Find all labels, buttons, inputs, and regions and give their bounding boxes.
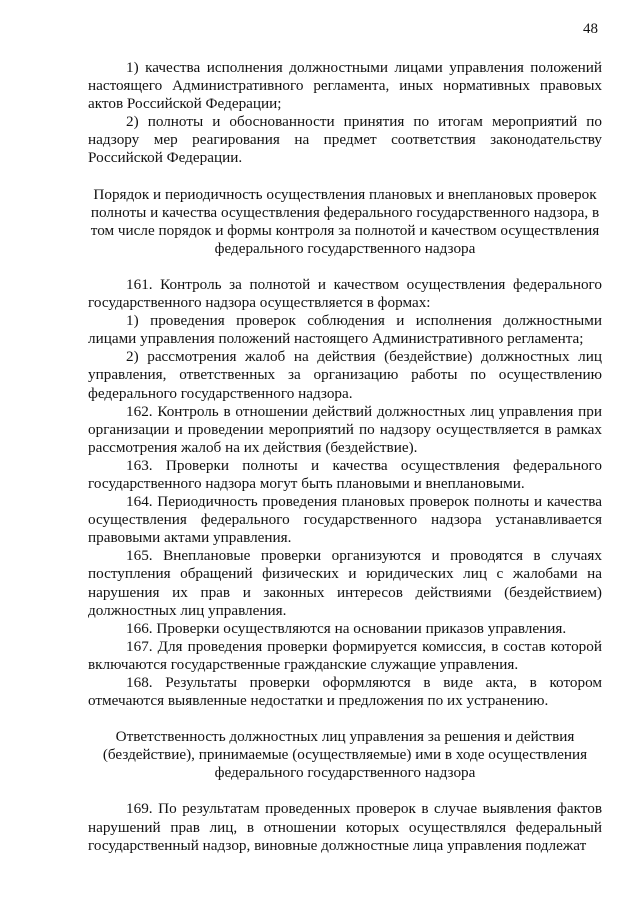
paragraph-164: 164. Периодичность проведения плановых проверок полноты и качества осуществления федерального государственного надзора устанавливается правовыми актами управления.	[88, 493, 602, 547]
section-heading-control: Порядок и периодичность осуществления плановых и внеплановых проверок полноты и качества осуществления федерального государственного надзора, в том числе порядок и формы контроля за полнотой и качеством осуществления федерального государственного надзора	[90, 185, 600, 257]
paragraph-168: 168. Результаты проверки оформляются в виде акта, в котором отмечаются выявленные недостатки и предложения по их устранению.	[88, 674, 602, 710]
paragraph-161-item-1: 1) проведения проверок соблюдения и исполнения должностными лицами управления положений настоящего Административного регламента;	[88, 312, 602, 348]
page-number: 48	[583, 21, 598, 37]
paragraph-169: 169. По результатам проведенных проверок в случае выявления фактов нарушений прав лиц, в отношении которых осуществлялся федеральный государственный надзор, виновные должностные лица управления подлежат	[88, 800, 602, 854]
intro-item-2: 2) полноты и обоснованности принятия по итогам мероприятий по надзору мер реагирования на предмет соответствия законодательству Российской Федерации.	[88, 113, 602, 167]
paragraph-162: 162. Контроль в отношении действий должностных лиц управления при организации и проведении мероприятий по надзору осуществляется в рамках рассмотрения жалоб на их действия (бездействие).	[88, 402, 602, 456]
paragraph-167: 167. Для проведения проверки формируется комиссия, в состав которой включаются государственные гражданские служащие управления.	[88, 637, 602, 673]
paragraph-161: 161. Контроль за полнотой и качеством осуществления федерального государственного надзора осуществляется в формах:	[88, 275, 602, 312]
intro-item-1: 1) качества исполнения должностными лицами управления положений настоящего Административного регламента, иных нормативных правовых актов Российской Федерации;	[88, 59, 602, 113]
paragraph-161-item-2: 2) рассмотрения жалоб на действия (бездействие) должностных лиц управления, ответственных за организацию работы по осуществлению федерального государственного надзора.	[88, 348, 602, 402]
paragraph-166: 166. Проверки осуществляются на основании приказов управления.	[126, 619, 567, 637]
section-heading-responsibility: Ответственность должностных лиц управления за решения и действия (бездействие), принимаемые (осуществляемые) ими в ходе осуществления федерального государственного надзора	[102, 728, 588, 782]
paragraph-165: 165. Внеплановые проверки организуются и проводятся в случаях поступления обращений физических и юридических лиц с жалобами на нарушения их прав и законных интересов действиями (бездействием) должностных лиц управления.	[88, 547, 602, 619]
document-body	[88, 59, 602, 855]
paragraph-163: 163. Проверки полноты и качества осуществления федерального государственного надзора могут быть плановыми и внеплановыми.	[88, 456, 602, 492]
